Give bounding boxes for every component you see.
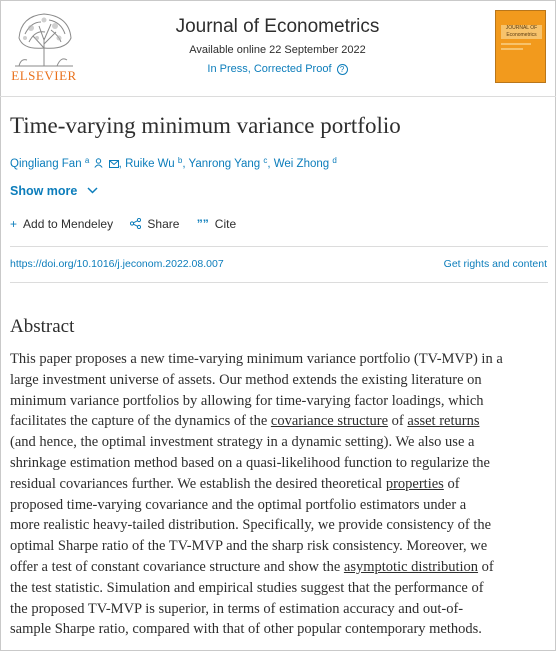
abstract-line: large investment universe of assets. Our method extends the existing literature on bbox=[10, 371, 482, 388]
journal-title-link[interactable]: Journal of Econometrics bbox=[175, 16, 380, 37]
abstract-line: sample Sharpe ratio, compared with that of other popular contemporary methods. bbox=[10, 621, 482, 638]
cover-line bbox=[501, 48, 523, 50]
add-to-mendeley-button[interactable]: + Add to Mendeley bbox=[10, 217, 114, 231]
divider bbox=[10, 282, 548, 283]
cover-line bbox=[501, 43, 531, 45]
topic-link-asset-returns[interactable]: asset returns bbox=[407, 413, 480, 430]
abstract-line: the proposed TV-MVP is superior, in terms of estimation accuracy and out-of- bbox=[10, 600, 464, 617]
abstract-line: facilitates the capture of the dynamics of the covariance structure of asset returns bbox=[10, 413, 480, 430]
abstract-line: shrinkage estimation method based on a quasi-likelihood function to regularize the bbox=[10, 454, 490, 471]
abstract-line: minimum variance portfolios by allowing for time-varying factor loadings, which bbox=[10, 392, 484, 409]
divider bbox=[10, 246, 548, 247]
cover-title: JOURNAL OF Econometrics bbox=[501, 25, 542, 39]
abstract-line: the test statistic. Simulation and empirical studies suggest that the performance of bbox=[10, 579, 484, 596]
topic-link-asymptotic-distribution[interactable]: asymptotic distribution bbox=[343, 558, 479, 575]
author-link[interactable]: Wei Zhong $^d$ bbox=[273, 156, 337, 170]
article-status-text: In Press, Corrected Proof bbox=[207, 63, 332, 75]
email-icon[interactable] bbox=[109, 160, 119, 168]
journal-cover-thumbnail[interactable] bbox=[495, 10, 546, 83]
article-actions bbox=[10, 217, 250, 231]
abstract-line: (and hence, the optimal investment strategy in a dynamic setting). We also use a bbox=[10, 434, 475, 451]
article-title: Time-varying minimum variance portfolio bbox=[10, 113, 401, 138]
author-list: Qingliang Fan $^a$ , Ruike Wu $^b$, Yanrong Yang $^c$, Wei Zhong $^d$ bbox=[10, 156, 337, 170]
abstract-line: optimal Sharpe ratio of the TV-MVP and the sharp risk consistency. Moreover, we bbox=[10, 538, 488, 555]
header-divider bbox=[0, 96, 556, 97]
chevron-down-icon bbox=[87, 187, 98, 194]
get-rights-link[interactable]: Get rights and content bbox=[443, 258, 547, 270]
show-more-button[interactable] bbox=[10, 184, 98, 198]
author-link[interactable]: Yanrong Yang $^c$ bbox=[188, 156, 268, 170]
abstract-line: more realistic heavy-tailed distribution. Specifically, we provide consistency of the bbox=[10, 517, 492, 534]
cite-button[interactable]: ”” Cite bbox=[196, 217, 237, 231]
abstract-line: This paper proposes a new time-varying minimum variance portfolio (TV-MVP) in a bbox=[10, 351, 503, 367]
topic-link-covariance-structure[interactable]: covariance structure bbox=[270, 413, 389, 430]
help-icon[interactable]: ? bbox=[337, 64, 348, 75]
doi-link[interactable]: https://doi.org/10.1016/j.jeconom.2022.08.007 bbox=[10, 258, 224, 270]
topic-link-properties[interactable]: properties bbox=[385, 475, 444, 492]
abstract-line: offer a test of constant covariance structure and show the asymptotic distribution of bbox=[10, 558, 494, 575]
quote-icon: ”” bbox=[196, 217, 209, 231]
share-button[interactable]: Share bbox=[130, 217, 179, 231]
abstract-line: proposed time-varying covariance and the optimal portfolio estimators under a bbox=[10, 496, 467, 513]
author-link[interactable]: Ruike Wu $^b$ bbox=[125, 156, 183, 170]
show-more-label: Show more bbox=[10, 184, 78, 198]
article-status[interactable] bbox=[150, 63, 405, 75]
abstract-text bbox=[10, 349, 556, 640]
abstract-heading: Abstract bbox=[10, 316, 75, 337]
person-icon[interactable] bbox=[94, 158, 103, 168]
available-online-date: Available online 22 September 2022 bbox=[189, 44, 366, 56]
plus-icon: + bbox=[10, 217, 18, 231]
abstract-line: residual covariances further. We establish the desired theoretical properties of bbox=[10, 475, 460, 492]
elsevier-wordmark: ELSEVIER bbox=[11, 68, 77, 83]
author-link[interactable]: Qingliang Fan $^a$ bbox=[10, 156, 90, 170]
share-icon bbox=[130, 218, 141, 229]
